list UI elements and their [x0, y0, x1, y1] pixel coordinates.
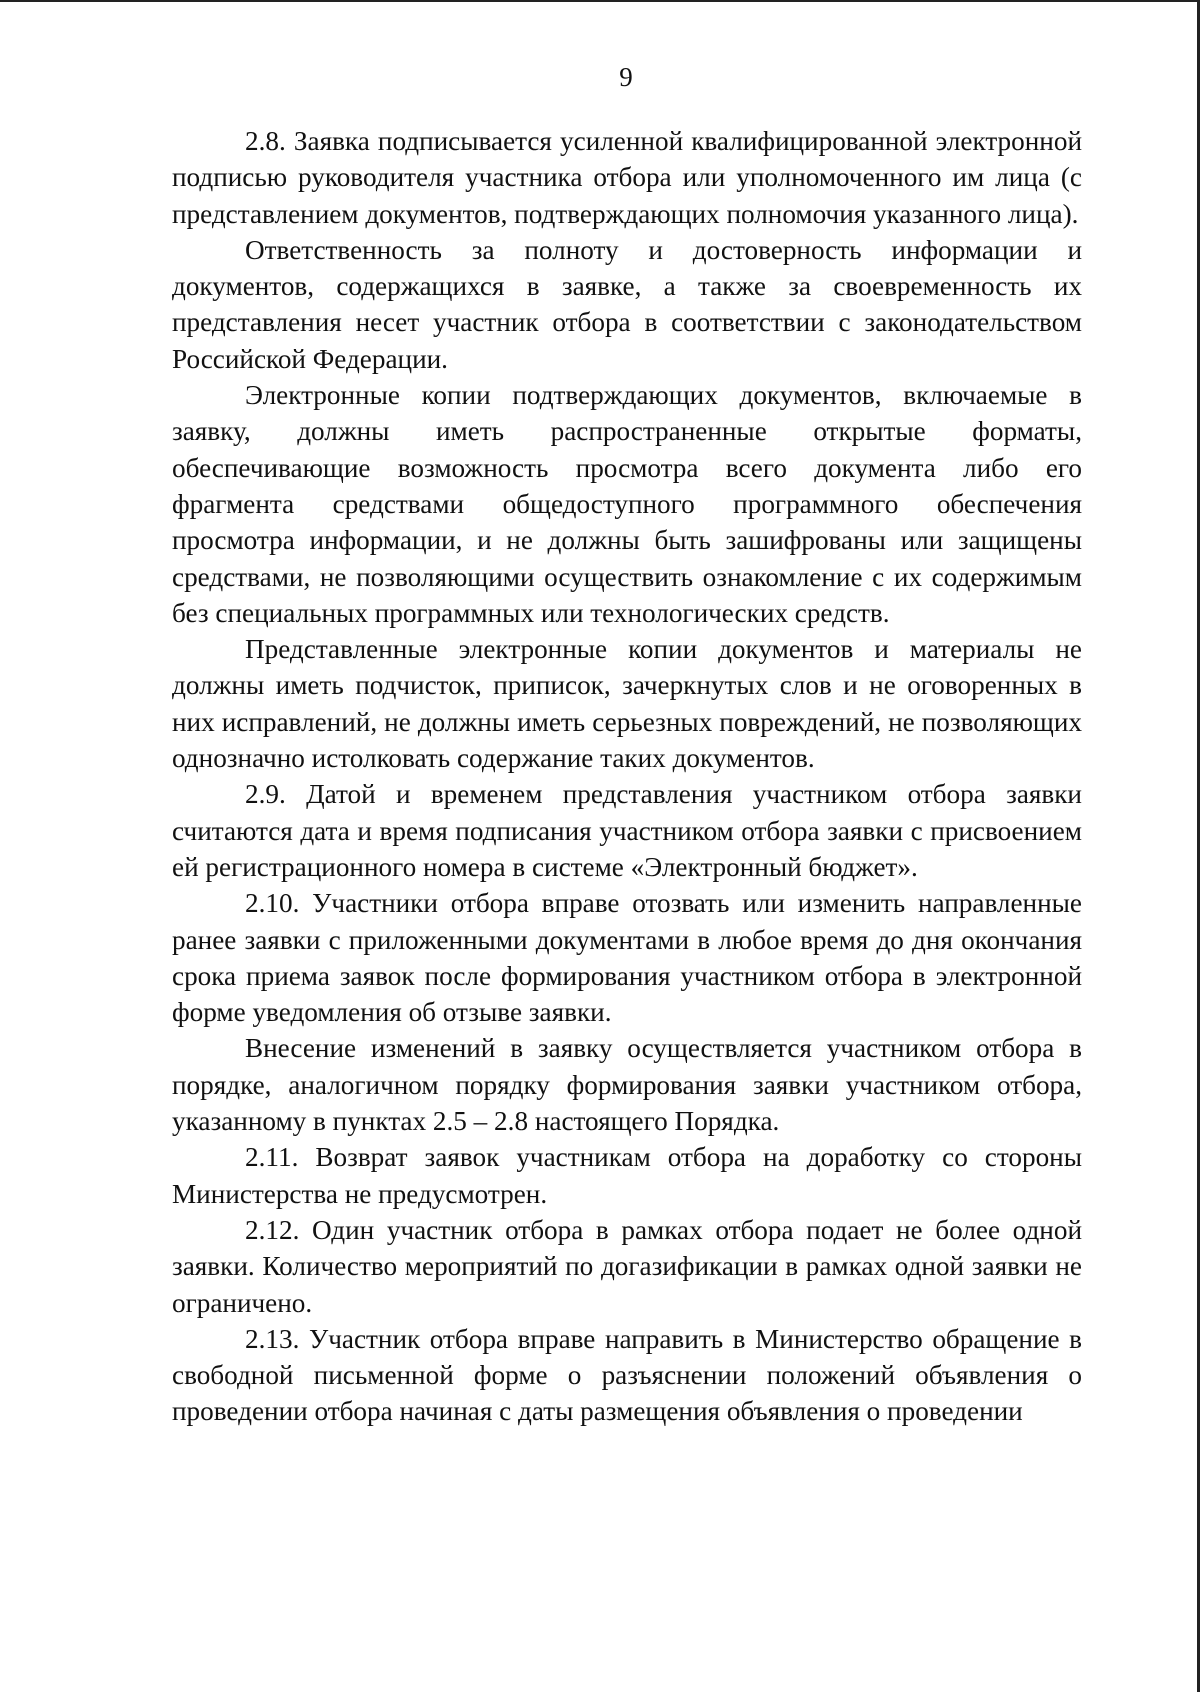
paragraph-2-8: 2.8. Заявка подписывается усиленной квалифицированной электронной подписью руководителя участника отбора или уполномоченного им лица (с представлением документов, подтверждающих полномочия указанного лица).	[172, 126, 1082, 229]
paragraph-submitted-copies: Представленные электронные копии документов и материалы не должны иметь подчисток, приписок, зачеркнутых слов и не оговоренных в них исправлений, не должны иметь серьезных повреждений, не позволяющих однозначно истолковать содержание таких документов.	[172, 634, 1082, 774]
document-body	[172, 123, 1082, 1430]
paragraph-2-11: 2.11. Возврат заявок участникам отбора на доработку со стороны Министерства не предусмотрен.	[172, 1142, 1082, 1209]
paragraph-2-10: 2.10. Участники отбора вправе отозвать или изменить направленные ранее заявки с приложенными документами в любое время до дня окончания срока приема заявок после формирования участником отбора в электронной форме уведомления об отзыве заявки.	[172, 888, 1082, 1028]
paragraph-responsibility: Ответственность за полноту и достоверность информации и документов, содержащихся в заявке, а также за своевременность их представления несет участник отбора в соответствии с законодательством Российской Федерации.	[172, 234, 1082, 374]
paragraph-electronic-copies: Электронные копии подтверждающих документов, включаемые в заявку, должны иметь распространенные открытые форматы, обеспечивающие возможность просмотра всего документа либо его фрагмента средствами общедоступного программного обеспечения просмотра информации, и не должны быть зашифрованы или защищены средствами, не позволяющими осуществить ознакомление с их содержимым без специальных программных или технологических средств.	[172, 380, 1082, 628]
page-number: 9	[619, 62, 633, 92]
paragraph-2-9: 2.9. Датой и временем представления участником отбора заявки считаются дата и время подписания участником отбора заявки с присвоением ей регистрационного номера в системе «Электронный бюджет».	[172, 779, 1082, 882]
paragraph-2-12: 2.12. Один участник отбора в рамках отбора подает не более одной заявки. Количество мероприятий по догазификации в рамках одной заявки не ограничено.	[172, 1214, 1082, 1318]
paragraph-2-13: 2.13. Участник отбора вправе направить в Министерство обращение в свободной письменной форме о разъяснении положений объявления о проведении отбора начиная с даты размещения объявления о проведении	[172, 1323, 1082, 1427]
paragraph-changes: Внесение изменений в заявку осуществляется участником отбора в порядке, аналогичном порядку формирования заявки участником отбора, указанному в пунктах 2.5 – 2.8 настоящего Порядка.	[172, 1033, 1082, 1137]
